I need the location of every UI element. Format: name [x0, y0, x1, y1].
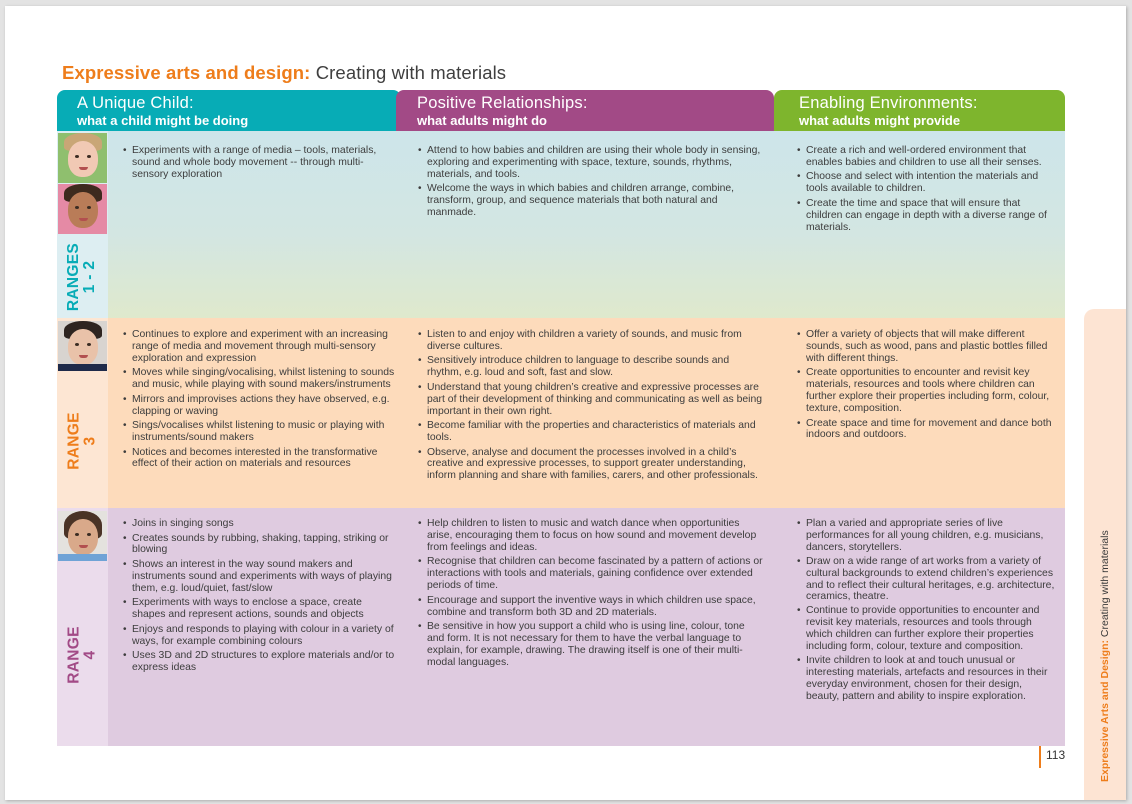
list-item: • Create space and time for movement and dance both indoors and outdoors.: [797, 418, 1057, 442]
list-item: • Sings/vocalises whilst listening to music or playing with instruments/sound makers: [123, 420, 395, 444]
column-header-unique-child: [57, 90, 401, 137]
column-header-enabling-environments: [774, 90, 1065, 137]
list-item: • Uses 3D and 2D structures to explore materials and/or to express ideas: [123, 650, 395, 674]
list-item: • Plan a varied and appropriate series of live performances for all young children, e.g. musicians, dancers, storytellers.: [797, 518, 1057, 554]
column-header-positive-relationships: [396, 90, 774, 137]
range-label: [57, 235, 108, 319]
list-item: • Listen to and enjoy with children a variety of sounds, and music from diverse cultures.: [418, 329, 764, 353]
relationships-cell: [418, 131, 764, 222]
range-label-line2: 1 - 2: [81, 260, 99, 294]
child-photo-icon: [58, 511, 107, 561]
baby-photo-icon: [58, 133, 107, 183]
side-tab-label: [1099, 530, 1111, 782]
list-item: • Experiments with ways to enclose a space, create shapes and represent actions, sounds and objects: [123, 597, 395, 621]
column-header-title: Positive Relationships:: [417, 94, 588, 112]
list-item: • Be sensitive in how you support a child who is using line, colour, tone and form. It is not necessary for them to have the verbal language to explain, for example, drawing. The drawing itself is one of their multi-modal languages.: [418, 621, 764, 669]
section-side-tab: [1084, 309, 1126, 800]
range-label-line1: RANGE: [65, 411, 83, 470]
range-label-line2: 4: [81, 650, 99, 659]
environments-cell: [797, 131, 1057, 236]
list-item: • Continues to explore and experiment with an increasing range of media and movement through multi-sensory exploration and expression: [123, 329, 395, 365]
list-item: • Moves while singing/vocalising, whilst listening to sounds and music, while playing with sound makers/instruments: [123, 367, 395, 391]
range-label-column: [57, 508, 108, 746]
page-number: 113: [1046, 748, 1066, 762]
range-label-line1: RANGES: [65, 242, 83, 312]
child-cell: [123, 318, 395, 473]
toddler-photo-icon: [58, 321, 107, 371]
list-item: • Notices and becomes interested in the transformative effect of their action on materials and resources: [123, 447, 395, 471]
page-title-category: Expressive arts and design:: [62, 62, 311, 83]
list-item: • Understand that young children’s creative and expressive processes are part of their development of thinking and communicating as well as being important in their own right.: [418, 382, 764, 418]
child-cell: [123, 131, 395, 183]
list-item: • Choose and select with intention the materials and tools available to children.: [797, 171, 1057, 195]
child-cell: [123, 508, 395, 676]
list-item: • Draw on a wide range of art works from a variety of cultural backgrounds to extend children’s experiences and to reflect their cultural heritages, e.g. architecture, ceramics, theatre.: [797, 556, 1057, 604]
list-item: • Creates sounds by rubbing, shaking, tapping, striking or blowing: [123, 533, 395, 557]
environments-cell: [797, 508, 1057, 705]
list-item: • Create a rich and well-ordered environment that enables babies and children to use all their senses.: [797, 145, 1057, 169]
range-row-3: [57, 318, 1065, 508]
list-item: • Sensitively introduce children to language to describe sounds and rhythm, e.g. loud and soft, fast and slow.: [418, 355, 764, 379]
list-item: • Continue to provide opportunities to encounter and revisit key materials, resources and tools through which children can further explore their properties including form, colour, texture and composition.: [797, 605, 1057, 653]
list-item: • Create the time and space that will ensure that children can engage in depth with a diverse range of materials.: [797, 198, 1057, 234]
range-label-line2: 3: [81, 436, 99, 445]
environments-cell: [797, 318, 1057, 444]
list-item: • Help children to listen to music and watch dance when opportunities arise, encouraging them to focus on how sound and movement develop from feelings and ideas.: [418, 518, 764, 554]
range-label-line1: RANGE: [65, 625, 83, 684]
column-header-subtitle: what adults might do: [417, 113, 547, 128]
range-row-4: [57, 508, 1065, 746]
column-header-title: A Unique Child:: [77, 94, 194, 112]
list-item: • Mirrors and improvises actions they have observed, e.g. clapping or waving: [123, 394, 395, 418]
list-item: • Create opportunities to encounter and revisit key materials, resources and tools where children can further explore their properties including form, colour, texture, composition.: [797, 367, 1057, 415]
range-label-column: [57, 318, 108, 508]
list-item: • Experiments with a range of media – tools, materials, sound and whole body movement -- through multi-sensory exploration: [123, 145, 395, 181]
side-tab-category: Expressive Arts and Design:: [1099, 640, 1111, 782]
list-item: • Observe, analyse and document the processes involved in a child’s creative and expressive processes, to support greater understanding, inform planning and share with families, carers, and other professionals.: [418, 447, 764, 483]
list-item: • Attend to how babies and children are using their whole body in sensing, exploring and experimenting with space, texture, sounds, rhythms, materials, and tools.: [418, 145, 764, 181]
page-title: [62, 62, 506, 84]
baby-photo-icon: [58, 184, 107, 234]
relationships-cell: [418, 318, 764, 485]
relationships-cell: [418, 508, 764, 671]
range-label: [57, 563, 108, 746]
column-header-subtitle: what a child might be doing: [77, 113, 249, 128]
page-title-topic: Creating with materials: [315, 62, 507, 83]
list-item: • Enjoys and responds to playing with colour in a variety of ways, for example combining colours: [123, 624, 395, 648]
side-tab-topic: Creating with materials: [1099, 530, 1111, 638]
range-label: [57, 373, 108, 508]
list-item: • Welcome the ways in which babies and children arrange, combine, transform, group, and sequence materials that both natural and manmade.: [418, 183, 764, 219]
list-item: • Recognise that children can become fascinated by a pattern of actions or interactions with tools and materials, gaining confidence over extended periods of time.: [418, 556, 764, 592]
column-header-title: Enabling Environments:: [799, 94, 978, 112]
range-label-column: [57, 131, 108, 319]
list-item: • Become familiar with the properties and characteristics of materials and tools.: [418, 420, 764, 444]
list-item: • Shows an interest in the way sound makers and instruments sound and experiments with ways of playing them, e.g. loud/quiet, fast/slow: [123, 559, 395, 595]
list-item: • Invite children to look at and touch unusual or interesting materials, artefacts and resources in their everyday environment, chosen for their design, beauty, pattern and ability to inspire exploration.: [797, 655, 1057, 703]
list-item: • Joins in singing songs: [123, 518, 395, 530]
range-row-1-2: [57, 131, 1065, 319]
column-header-subtitle: what adults might provide: [799, 113, 961, 128]
list-item: • Offer a variety of objects that will make different sounds, such as wood, pans and plastic bottles filled with different things.: [797, 329, 1057, 365]
page-number-divider: [1039, 746, 1041, 768]
list-item: • Encourage and support the inventive ways in which children use space, combine and transform both 3D and 2D materials.: [418, 595, 764, 619]
